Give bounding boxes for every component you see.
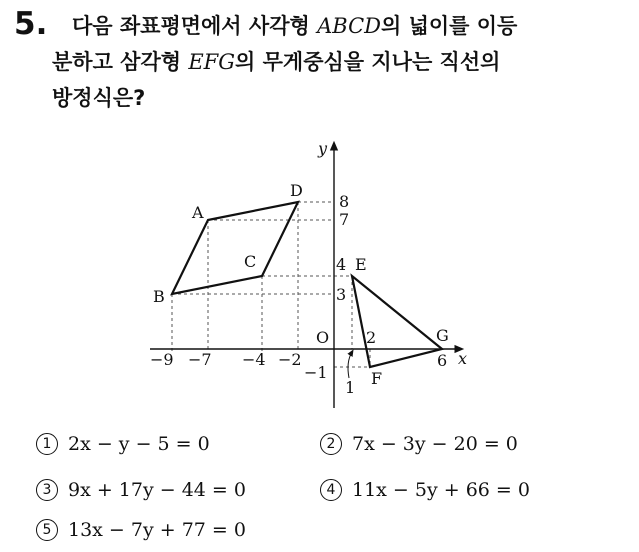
point-c-label: C xyxy=(244,252,257,271)
choice-4 xyxy=(320,479,530,501)
point-e-label: E xyxy=(355,255,367,274)
y-tick-4: 4 xyxy=(336,255,347,274)
math-efg: EFG xyxy=(188,50,236,74)
pointer-arrow-1 xyxy=(348,352,352,378)
y-tick-8: 8 xyxy=(339,192,350,211)
choice-5-number: 5 xyxy=(36,519,58,541)
choice-3 xyxy=(36,479,246,501)
x-tick-minus2: −2 xyxy=(278,350,302,369)
point-g-label: G xyxy=(436,326,449,345)
x-tick-minus9: −9 xyxy=(150,350,174,369)
label-1: 1 xyxy=(345,378,356,397)
point-d-label: D xyxy=(290,181,303,200)
choice-2-text: 7x − 3y − 20 = 0 xyxy=(352,433,518,455)
choice-2-number: 2 xyxy=(320,433,342,455)
question-line-2: 분하고 삼각형 EFG의 무게중심을 지나는 직선의 xyxy=(52,50,501,74)
y-tick-minus1: −1 xyxy=(304,363,328,382)
choice-5 xyxy=(36,519,246,541)
y-tick-3: 3 xyxy=(336,285,347,304)
point-b-label: B xyxy=(153,287,165,306)
choice-1-text: 2x − y − 5 = 0 xyxy=(68,433,210,455)
choice-3-text: 9x + 17y − 44 = 0 xyxy=(68,479,246,501)
y-tick-7: 7 xyxy=(339,210,350,229)
x-tick-minus7: −7 xyxy=(188,350,212,369)
point-a-label: A xyxy=(192,203,204,222)
triangle-efg xyxy=(352,276,442,367)
choice-4-number: 4 xyxy=(320,479,342,501)
y-axis-label: y xyxy=(318,139,328,158)
math-abcd: ABCD xyxy=(317,14,381,38)
question-line-1: 다음 좌표평면에서 사각형 ABCD의 넓이를 이등 xyxy=(72,14,518,38)
quadrilateral-abcd xyxy=(172,202,298,294)
choice-4-text: 11x − 5y + 66 = 0 xyxy=(352,479,530,501)
choice-3-number: 3 xyxy=(36,479,58,501)
choice-1 xyxy=(36,433,210,455)
choice-2 xyxy=(320,433,518,455)
question-line-3: 방정식은? xyxy=(52,86,146,110)
x-tick-minus4: −4 xyxy=(242,350,266,369)
point-f-label: F xyxy=(371,369,383,388)
question-number: 5. xyxy=(14,6,48,42)
label-2: 2 xyxy=(366,328,377,347)
x-tick-6: 6 xyxy=(437,351,448,370)
x-axis-label: x xyxy=(458,349,468,368)
choice-5-text: 13x − 7y + 77 = 0 xyxy=(68,519,246,541)
choice-1-number: 1 xyxy=(36,433,58,455)
origin-label: O xyxy=(316,328,330,347)
